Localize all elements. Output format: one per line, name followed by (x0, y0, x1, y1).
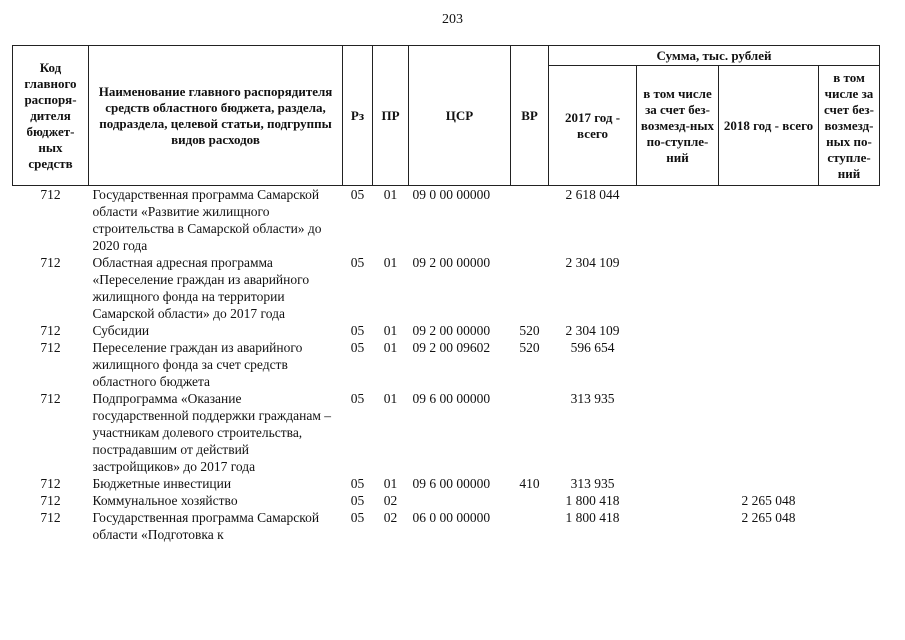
row-name: Субсидии (92, 323, 150, 338)
row-sum-2018: 2 265 048 (741, 493, 796, 508)
row-csr: 09 0 00 00000 (412, 187, 491, 202)
row-name: Бюджетные инвестиции (92, 476, 232, 491)
row-free-2017 (637, 492, 719, 509)
row-pr: 01 (383, 187, 398, 202)
row-sum-2017: 2 304 109 (565, 323, 620, 338)
row-free-2018 (819, 322, 880, 339)
row-sum-2018 (719, 390, 819, 475)
table-row (13, 509, 880, 543)
row-rz: 05 (350, 391, 365, 406)
row-pr: 01 (383, 340, 398, 355)
row-name: Государственная программа Самарской области «Развитие жилищного строительства в Самарской области» до 2020 года (92, 187, 322, 253)
row-vr (511, 492, 549, 509)
row-free-2018 (819, 254, 880, 322)
row-sum-2018 (719, 475, 819, 492)
row-free-2018 (819, 186, 880, 255)
row-free-2017 (637, 475, 719, 492)
row-sum-2018 (719, 322, 819, 339)
row-sum-2018: 2 265 048 (741, 510, 796, 525)
table-row (13, 322, 880, 339)
table-body (13, 186, 880, 544)
header-code: Код главного распоря-дителя бюджет-ных средств (13, 46, 89, 186)
row-free-2017 (637, 339, 719, 390)
row-vr (511, 390, 549, 475)
row-free-2018 (819, 475, 880, 492)
table-row (13, 186, 880, 255)
row-sum-2018 (719, 186, 819, 255)
row-sum-2017: 1 800 418 (565, 493, 620, 508)
row-sum-2017: 2 304 109 (565, 255, 620, 270)
row-free-2017 (637, 322, 719, 339)
row-pr: 01 (383, 391, 398, 406)
table-row (13, 390, 880, 475)
row-pr: 01 (383, 323, 398, 338)
row-sum-2017: 1 800 418 (565, 510, 620, 525)
table-row (13, 254, 880, 322)
row-csr: 09 2 00 00000 (412, 323, 491, 338)
row-name: Подпрограмма «Оказание государственной поддержки гражданам – участникам долевого строительства, пострадавшим от действий застройщиков» до 2017 года (92, 391, 331, 474)
row-rz: 05 (350, 510, 365, 525)
row-name: Областная адресная программа «Переселение граждан из аварийного жилищного фонда на территории Самарской области» до 2017 года (92, 255, 310, 321)
row-rz: 05 (350, 323, 365, 338)
row-free-2017 (637, 509, 719, 543)
row-free-2018 (819, 390, 880, 475)
row-pr: 01 (383, 476, 398, 491)
row-rz: 05 (350, 187, 365, 202)
row-vr (511, 186, 549, 255)
row-free-2017 (637, 390, 719, 475)
row-sum-2017: 596 654 (570, 340, 615, 355)
header-csr: ЦСР (409, 46, 511, 186)
row-free-2018 (819, 492, 880, 509)
row-code: 712 (40, 510, 61, 525)
header-total-2018: 2018 год - всего (719, 66, 819, 186)
row-csr: 09 2 00 09602 (412, 340, 491, 355)
header-free-2018: в том числе за счет без-возмезд-ных по-ступле-ний (819, 66, 880, 186)
row-vr: 410 (519, 476, 540, 491)
header-pr: ПР (373, 46, 409, 186)
row-code: 712 (40, 476, 61, 491)
header-sum: Сумма, тыс. рублей (549, 46, 880, 66)
row-csr: 06 0 00 00000 (412, 510, 491, 525)
row-rz: 05 (350, 255, 365, 270)
row-name: Переселение граждан из аварийного жилищного фонда за счет средств областного бюджета (92, 340, 303, 389)
table-header (13, 46, 880, 186)
header-vr: ВР (511, 46, 549, 186)
row-name: Коммунальное хозяйство (92, 493, 238, 508)
table-row (13, 475, 880, 492)
row-vr: 520 (519, 323, 540, 338)
row-code: 712 (40, 391, 61, 406)
row-code: 712 (40, 493, 61, 508)
row-code: 712 (40, 187, 61, 202)
row-code: 712 (40, 255, 61, 270)
table-row (13, 339, 880, 390)
header-free-2017: в том числе за счет без-возмезд-ных по-ступле-ний (637, 66, 719, 186)
row-pr: 02 (383, 493, 398, 508)
row-vr: 520 (519, 340, 540, 355)
row-csr: 09 2 00 00000 (412, 255, 491, 270)
row-pr: 01 (383, 255, 398, 270)
row-sum-2018 (719, 254, 819, 322)
row-free-2017 (637, 186, 719, 255)
row-code: 712 (40, 323, 61, 338)
row-vr (511, 254, 549, 322)
row-sum-2017: 2 618 044 (565, 187, 620, 202)
row-sum-2017: 313 935 (570, 391, 615, 406)
row-code: 712 (40, 340, 61, 355)
row-csr: 09 6 00 00000 (412, 476, 491, 491)
row-free-2018 (819, 339, 880, 390)
row-sum-2018 (719, 339, 819, 390)
budget-table (12, 45, 880, 543)
row-csr: 09 6 00 00000 (412, 391, 491, 406)
row-csr (409, 492, 511, 509)
row-pr: 02 (383, 510, 398, 525)
row-free-2017 (637, 254, 719, 322)
header-rz: Рз (343, 46, 373, 186)
row-sum-2017: 313 935 (570, 476, 615, 491)
row-vr (511, 509, 549, 543)
header-name: Наименование главного распорядителя средств областного бюджета, раздела, подраздела, целевой статьи, подгруппы видов расходов (89, 46, 343, 186)
row-rz: 05 (350, 340, 365, 355)
row-rz: 05 (350, 476, 365, 491)
row-name: Государственная программа Самарской области «Подготовка к (92, 510, 320, 542)
row-free-2018 (819, 509, 880, 543)
row-rz: 05 (350, 493, 365, 508)
table-row (13, 492, 880, 509)
header-total-2017: 2017 год - всего (549, 66, 637, 186)
page-number: 203 (442, 12, 463, 27)
